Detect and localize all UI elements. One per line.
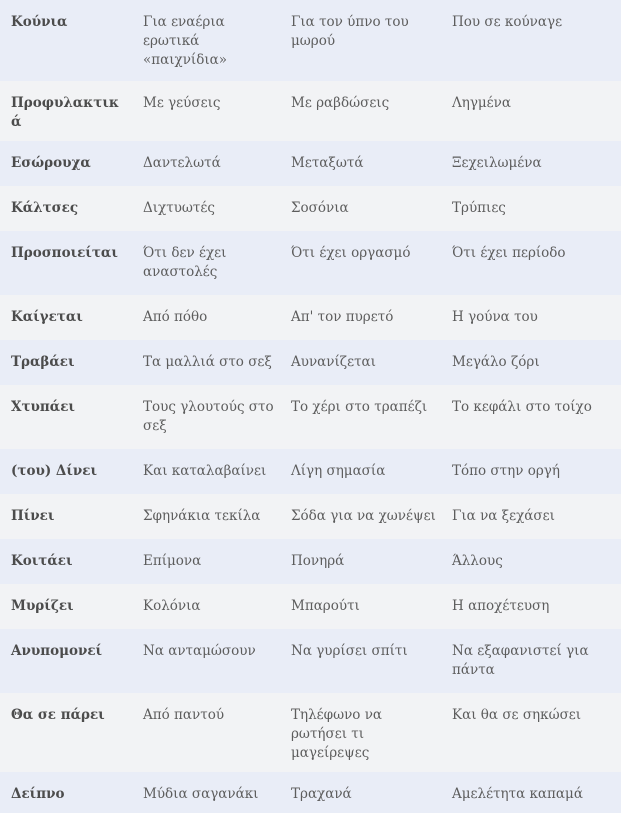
cell-col1: Επίμονα [143,553,202,569]
cell-col3: Που σε κούναγε [452,14,563,30]
table-row [0,340,621,385]
cell-col2: Σοσόνια [291,200,349,216]
cell-col2: Πονηρά [291,553,345,569]
cell-col1: Τους γλουτούς στο σεξ [143,399,274,434]
cell-col1: Να ανταμώσουν [143,643,256,659]
table-row [0,295,621,340]
cell-col3: Και θα σε σηκώσει [452,707,582,723]
row-header: Κούνια [11,14,68,30]
cell-col2: Αυνανίζεται [291,354,376,370]
table-row [0,385,621,449]
cell-col3: Το κεφάλι στο τοίχο [452,399,592,415]
row-header: Καίγεται [11,309,83,325]
table-row [0,141,621,186]
cell-col1: Μύδια σαγανάκι [143,786,259,802]
table-row [0,81,621,141]
row-header: Προφυλακτικά [11,95,120,130]
table-row [0,449,621,494]
cell-col2: Τηλέφωνο να ρωτήσει τι μαγείρεψες [291,707,383,761]
row-header: Ανυπομονεί [11,643,103,659]
row-header: Κοιτάει [11,553,73,569]
cell-col1: Ότι δεν έχει αναστολές [143,245,227,280]
cell-col1: Για εναέρια ερωτικά «παιχνίδια» [143,14,228,68]
cell-col3: Να εξαφανιστεί για πάντα [452,643,589,678]
cell-col2: Μπαρούτι [291,598,360,614]
cell-col3: Αμελέτητα καπαμά [452,786,583,802]
cell-col1: Από παντού [143,707,225,723]
row-header: Δείπνο [11,786,65,802]
row-header: Μυρίζει [11,598,74,614]
cell-col2: Μεταξωτά [291,155,364,171]
row-header: Πίνει [11,508,55,524]
table-row [0,629,621,693]
row-header: Χτυπάει [11,399,75,415]
table-row [0,584,621,629]
cell-col3: Η γούνα του [452,309,538,325]
cell-col1: Δαντελωτά [143,155,221,171]
cell-col1: Και καταλαβαίνει [143,463,267,479]
cell-col2: Το χέρι στο τραπέζι [291,399,428,415]
cell-col1: Με γεύσεις [143,95,221,111]
cell-col3: Τρύπιες [452,200,506,216]
row-header: (του) Δίνει [11,463,98,479]
cell-col2: Για τον ύπνο του μωρού [291,14,409,49]
cell-col3: Η αποχέτευση [452,598,550,614]
table-row [0,186,621,231]
cell-col1: Διχτυωτές [143,200,215,216]
row-header: Κάλτσες [11,200,79,216]
cell-col2: Να γυρίσει σπίτι [291,643,408,659]
cell-col3: Ξεχειλωμένα [452,155,542,171]
table-row [0,693,621,772]
cell-col1: Σφηνάκια τεκίλα [143,508,261,524]
cell-col3: Ληγμένα [452,95,511,111]
cell-col1: Τα μαλλιά στο σεξ [143,354,272,370]
table-row [0,494,621,539]
cell-col3: Ότι έχει περίοδο [452,245,566,261]
cell-col3: Τόπο στην οργή [452,463,560,479]
table-row [0,772,621,813]
row-header: Τραβάει [11,354,75,370]
row-header: Θα σε πάρει [11,707,105,723]
cell-col3: Μεγάλο ζόρι [452,354,540,370]
cell-col2: Ότι έχει οργασμό [291,245,411,261]
row-header: Εσώρουχα [11,155,91,171]
cell-col2: Απ' τον πυρετό [291,309,394,325]
cell-col1: Από πόθο [143,309,208,325]
cell-col2: Τραχανά [291,786,352,802]
table-row [0,231,621,295]
cell-col3: Για να ξεχάσει [452,508,555,524]
cell-col3: Άλλους [452,553,503,569]
table-row [0,539,621,584]
cell-col1: Κολόνια [143,598,201,614]
cell-col2: Σόδα για να χωνέψει [291,508,436,524]
row-header: Προσποιείται [11,245,118,261]
cell-col2: Με ραβδώσεις [291,95,390,111]
cell-col2: Λίγη σημασία [291,463,386,479]
table-row [0,0,621,81]
